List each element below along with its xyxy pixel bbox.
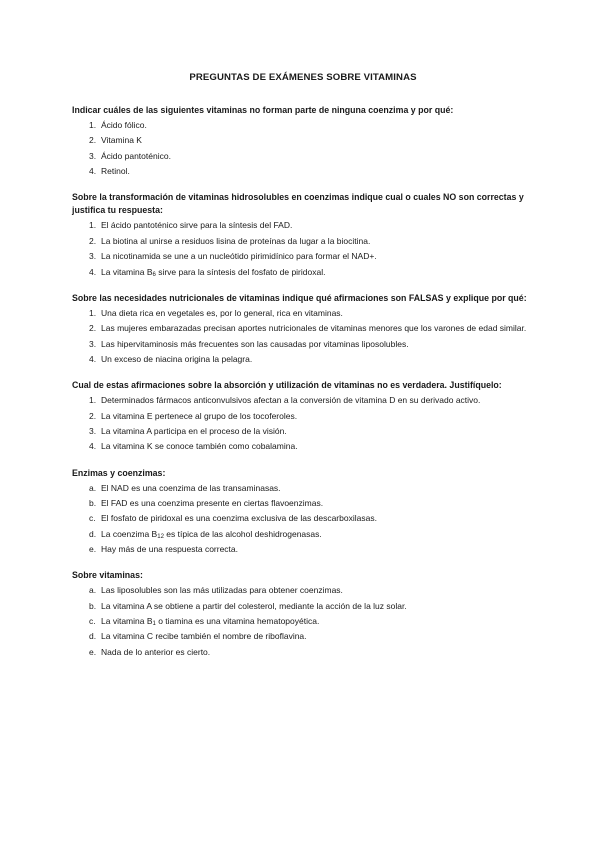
item-text: Las hipervitaminosis más frecuentes son las causadas por vitaminas liposolubles. xyxy=(101,338,409,349)
list-marker: b. xyxy=(89,600,97,611)
question-section xyxy=(72,191,534,277)
list-item xyxy=(72,236,534,247)
item-text: Las liposolubles son las más utilizadas para obtener coenzimas. xyxy=(101,585,343,596)
list-item xyxy=(72,441,534,452)
item-text: Nada de lo anterior es cierto. xyxy=(101,646,211,657)
list-marker: 1. xyxy=(89,220,97,231)
list-item xyxy=(72,395,534,406)
question-section xyxy=(72,292,534,365)
list-marker: e. xyxy=(89,544,97,555)
list-marker: a. xyxy=(89,482,97,493)
list-item xyxy=(72,251,534,262)
answer-list xyxy=(72,120,534,177)
list-item xyxy=(72,601,534,612)
question-heading: Sobre la transformación de vitaminas hidrosolubles en coenzimas indique cual o cuales NO son correctas y justifica tu respuesta: xyxy=(72,192,524,216)
list-marker: 2. xyxy=(89,235,97,246)
item-text-after: sirve para la síntesis del fosfato de piridoxal. xyxy=(155,266,326,277)
list-marker: 2. xyxy=(89,323,97,334)
item-text: La vitamina C recibe también el nombre de riboflavina. xyxy=(101,631,307,642)
list-item xyxy=(72,120,534,131)
list-item xyxy=(72,647,534,658)
list-marker: a. xyxy=(89,585,97,596)
question-section xyxy=(72,569,534,658)
list-marker: d. xyxy=(89,528,97,539)
item-subscript: 6 xyxy=(152,271,156,278)
item-text: El NAD es una coenzima de las transaminasas. xyxy=(101,482,281,493)
list-marker: 4. xyxy=(89,266,97,277)
question-section xyxy=(72,379,534,452)
item-text: La nicotinamida se une a un nucleótido pirimidínico para formar el NAD+. xyxy=(101,251,377,262)
question-section xyxy=(72,104,534,177)
question-heading: Indicar cuáles de las siguientes vitaminas no forman parte de ninguna coenzima y por qué: xyxy=(72,105,454,115)
question-heading: Enzimas y coenzimas: xyxy=(72,467,166,478)
list-marker: 3. xyxy=(89,251,97,262)
item-text: Vitamina K xyxy=(101,135,142,146)
answer-list xyxy=(72,483,534,556)
item-text: La coenzima B xyxy=(101,528,158,539)
list-marker: e. xyxy=(89,646,97,657)
item-text-after: o tiamina es una vitamina hematopoyética. xyxy=(155,616,320,627)
item-text: Las mujeres embarazadas precisan aportes nutricionales de vitaminas menores que los varones de edad similar. xyxy=(101,323,527,334)
list-item xyxy=(72,483,534,494)
item-text: La vitamina B xyxy=(101,616,153,627)
item-text: Un exceso de niacina origina la pelagra. xyxy=(101,353,253,364)
answer-list xyxy=(72,395,534,452)
list-item xyxy=(72,151,534,162)
list-marker: 1. xyxy=(89,395,97,406)
page-title: PREGUNTAS DE EXÁMENES SOBRE VITAMINAS xyxy=(189,72,417,83)
list-marker: 1. xyxy=(89,307,97,318)
item-text: La vitamina K se conoce también como cobalamina. xyxy=(101,441,298,452)
list-item xyxy=(72,339,534,350)
item-subscript: 12 xyxy=(157,533,164,540)
list-marker: 4. xyxy=(89,353,97,364)
item-text: La vitamina B xyxy=(101,266,153,277)
list-item xyxy=(72,411,534,422)
item-text: Una dieta rica en vegetales es, por lo general, rica en vitaminas. xyxy=(101,307,343,318)
list-marker: 3. xyxy=(89,425,97,436)
list-item xyxy=(72,544,534,555)
list-item xyxy=(72,631,534,642)
item-text: El FAD es una coenzima presente en ciertas flavoenzimas. xyxy=(101,497,324,508)
answer-list xyxy=(72,308,534,365)
question-heading: Sobre vitaminas: xyxy=(72,570,143,581)
list-marker: 4. xyxy=(89,166,97,177)
list-item xyxy=(72,426,534,437)
item-text: El ácido pantoténico sirve para la síntesis del FAD. xyxy=(101,220,293,231)
item-text: La vitamina A participa en el proceso de la visión. xyxy=(101,425,287,436)
answer-list xyxy=(72,220,534,277)
list-item xyxy=(72,354,534,365)
list-marker: c. xyxy=(89,513,96,524)
question-heading: Cual de estas afirmaciones sobre la absorción y utilización de vitaminas no es verdadera. Justifíquelo: xyxy=(72,380,502,391)
list-item xyxy=(72,166,534,177)
item-text: Hay más de una respuesta correcta. xyxy=(101,544,239,555)
item-text: La vitamina A se obtiene a partir del colesterol, mediante la acción de la luz solar. xyxy=(101,600,407,611)
list-item xyxy=(72,135,534,146)
item-text: Determinados fármacos anticonvulsivos afectan a la conversión de vitamina D en su derivado activo. xyxy=(101,395,481,406)
list-marker: c. xyxy=(89,616,96,627)
question-heading: Sobre las necesidades nutricionales de vitaminas indique qué afirmaciones son FALSAS y explique por qué: xyxy=(72,292,527,303)
list-item xyxy=(72,323,534,334)
list-marker: 2. xyxy=(89,135,97,146)
list-marker: 4. xyxy=(89,441,97,452)
list-item xyxy=(72,267,534,278)
list-item xyxy=(72,529,534,540)
item-text: Retinol. xyxy=(101,166,130,177)
answer-list xyxy=(72,585,534,658)
list-item xyxy=(72,585,534,596)
item-text-after: es típica de las alcohol deshidrogenasas. xyxy=(163,528,322,539)
item-text: La biotina al unirse a residuos lisina de proteínas da lugar a la biocitina. xyxy=(101,235,371,246)
item-text: Ácido pantoténico. xyxy=(101,150,171,161)
question-sections xyxy=(72,104,534,658)
item-subscript: 1 xyxy=(152,621,156,628)
list-item xyxy=(72,616,534,627)
question-section xyxy=(72,467,534,556)
list-marker: 2. xyxy=(89,410,97,421)
list-item xyxy=(72,513,534,524)
list-marker: 1. xyxy=(89,120,97,130)
list-item xyxy=(72,498,534,509)
item-text: Ácido fólico. xyxy=(101,120,147,130)
list-marker: 3. xyxy=(89,150,97,161)
list-marker: 3. xyxy=(89,338,97,349)
list-marker: d. xyxy=(89,631,97,642)
list-item xyxy=(72,308,534,319)
item-text: El fosfato de piridoxal es una coenzima exclusiva de las descarboxilasas. xyxy=(101,513,377,524)
list-marker: b. xyxy=(89,497,97,508)
item-text: La vitamina E pertenece al grupo de los tocoferoles. xyxy=(101,410,298,421)
list-item xyxy=(72,220,534,231)
